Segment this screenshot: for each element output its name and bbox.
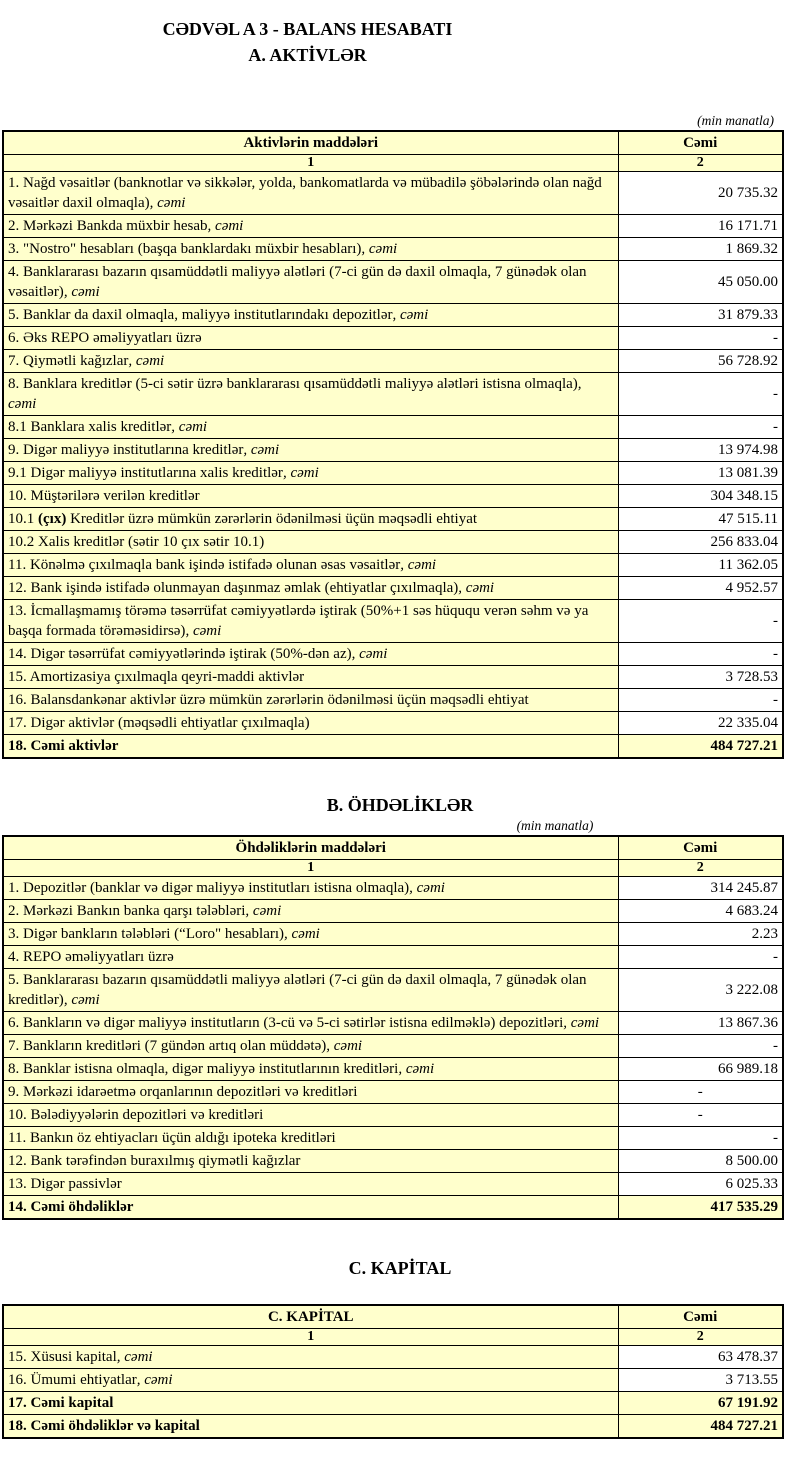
table-row bbox=[3, 172, 783, 215]
row-item-label bbox=[3, 1058, 618, 1081]
unit-note-assets: (min manatla) bbox=[697, 113, 774, 128]
row-label-suffix: , cəmi bbox=[392, 307, 429, 323]
row-label-text: 13. İcmallaşmamış törəmə təsərrüfat cəmiyyətlərdə iştirak (50%+1 səs hüququ verən səhm və ya başqa formada törəməsidirsə) bbox=[8, 603, 589, 639]
row-value: - bbox=[618, 689, 783, 712]
table-row bbox=[3, 735, 783, 759]
row-label-text: 17. Cəmi kapital bbox=[8, 1395, 114, 1411]
capital-table-header-row bbox=[3, 1305, 783, 1329]
row-item-label bbox=[3, 462, 618, 485]
row-value: - bbox=[618, 600, 783, 643]
assets-column-number-row bbox=[3, 155, 783, 172]
row-label-text: 17. Digər aktivlər (məqsədli ehtiyatlar çıxılmaqla) bbox=[8, 715, 310, 731]
column-number-2: 2 bbox=[618, 155, 783, 172]
row-label-suffix: , cəmi bbox=[245, 903, 282, 919]
row-item-label bbox=[3, 261, 618, 304]
row-value: 16 171.71 bbox=[618, 215, 783, 238]
liabilities-table-header-row bbox=[3, 836, 783, 860]
row-value: 4 683.24 bbox=[618, 900, 783, 923]
row-value: 45 050.00 bbox=[618, 261, 783, 304]
table-row bbox=[3, 923, 783, 946]
row-label-suffix: , cəmi bbox=[458, 580, 495, 596]
table-row bbox=[3, 1415, 783, 1439]
capital-total-column-header: Cəmi bbox=[618, 1305, 783, 1329]
row-value: 11 362.05 bbox=[618, 554, 783, 577]
table-row bbox=[3, 1150, 783, 1173]
table-row bbox=[3, 1392, 783, 1415]
row-item-label bbox=[3, 531, 618, 554]
row-item-label bbox=[3, 1012, 618, 1035]
assets-table-header-row bbox=[3, 131, 783, 155]
row-item-label bbox=[3, 1035, 618, 1058]
liabilities-table-body bbox=[3, 877, 783, 1220]
row-label-text: 16. Balansdankənar aktivlər üzrə mümkün zərərlərin ödənilməsi üçün məqsədli ehtiyat bbox=[8, 692, 529, 708]
liabilities-table bbox=[2, 835, 784, 1220]
row-value: 314 245.87 bbox=[618, 877, 783, 900]
table-row bbox=[3, 1346, 783, 1369]
row-item-label bbox=[3, 1415, 618, 1439]
table-row bbox=[3, 304, 783, 327]
row-item-label bbox=[3, 1104, 618, 1127]
table-row bbox=[3, 1369, 783, 1392]
row-value: 256 833.04 bbox=[618, 531, 783, 554]
column-number-1: 1 bbox=[3, 155, 618, 172]
assets-table bbox=[2, 130, 784, 759]
row-value: 13 867.36 bbox=[618, 1012, 783, 1035]
column-number-2: 2 bbox=[618, 1329, 783, 1346]
row-label-suffix: , cəmi bbox=[243, 442, 280, 458]
row-value: 6 025.33 bbox=[618, 1173, 783, 1196]
table-row bbox=[3, 1127, 783, 1150]
row-value: 13 081.39 bbox=[618, 462, 783, 485]
row-value: 484 727.21 bbox=[618, 735, 783, 759]
assets-items-column-header: Aktivlərin maddələri bbox=[3, 131, 618, 155]
row-label-suffix: , cəmi bbox=[409, 880, 445, 896]
row-label-text: 7. Bankların kreditləri (7 gündən artıq olan müddətə) bbox=[8, 1038, 327, 1054]
column-number-1: 1 bbox=[3, 1329, 618, 1346]
row-item-label bbox=[3, 172, 618, 215]
row-label-suffix: , cəmi bbox=[282, 465, 319, 481]
row-item-label bbox=[3, 439, 618, 462]
row-value: 56 728.92 bbox=[618, 350, 783, 373]
row-label-text: 9. Mərkəzi idarəetmə orqanlarının depozitləri və kreditləri bbox=[8, 1084, 358, 1100]
row-value: - bbox=[618, 373, 783, 416]
row-item-label bbox=[3, 969, 618, 1012]
document-title: CƏDVƏL A 3 - BALANS HESABATI bbox=[162, 19, 453, 39]
row-item-label bbox=[3, 485, 618, 508]
row-item-label bbox=[3, 1392, 618, 1415]
row-label-text: 4. Banklararası bazarın qısamüddətli maliyyə alətləri (7-ci gün də daxil olmaqla, 7 günədək olan vəsaitlər) bbox=[8, 264, 587, 300]
table-row bbox=[3, 416, 783, 439]
row-value: - bbox=[618, 1104, 783, 1127]
row-value: 66 989.18 bbox=[618, 1058, 783, 1081]
table-row bbox=[3, 1173, 783, 1196]
table-row bbox=[3, 1196, 783, 1220]
row-label-text: 9. Digər maliyyə institutlarına kreditlər bbox=[8, 442, 244, 458]
row-value: 3 713.55 bbox=[618, 1369, 783, 1392]
row-label-suffix: , cəmi bbox=[185, 623, 222, 639]
row-label-text: 7. Qiymətli kağızlar bbox=[8, 353, 129, 369]
row-label-suffix: , cəmi bbox=[400, 557, 437, 573]
row-label-suffix: , cəmi bbox=[171, 419, 208, 435]
table-row bbox=[3, 215, 783, 238]
row-label-text: 14. Cəmi öhdəliklər bbox=[8, 1199, 134, 1215]
row-item-label bbox=[3, 1127, 618, 1150]
row-value: 67 191.92 bbox=[618, 1392, 783, 1415]
row-item-label bbox=[3, 350, 618, 373]
row-label-text: 9.1 Digər maliyyə institutlarına xalis kreditlər bbox=[8, 465, 283, 481]
column-number-2: 2 bbox=[618, 860, 783, 877]
row-item-label bbox=[3, 877, 618, 900]
table-row bbox=[3, 439, 783, 462]
row-label-suffix: , cəmi bbox=[128, 353, 165, 369]
table-row bbox=[3, 350, 783, 373]
section-a-title: A. AKTİVLƏR bbox=[248, 45, 367, 65]
row-value: 304 348.15 bbox=[618, 485, 783, 508]
row-item-label bbox=[3, 1196, 618, 1220]
table-row bbox=[3, 327, 783, 350]
table-row bbox=[3, 462, 783, 485]
row-item-label bbox=[3, 554, 618, 577]
row-value: - bbox=[618, 327, 783, 350]
row-label-text: 18. Cəmi öhdəliklər və kapital bbox=[8, 1418, 200, 1434]
spacer bbox=[0, 68, 800, 112]
row-value: 8 500.00 bbox=[618, 1150, 783, 1173]
column-number-1: 1 bbox=[3, 860, 618, 877]
section-c-title: C. KAPİTAL bbox=[348, 1258, 452, 1278]
row-label-text: 6. Bankların və digər maliyyə institutların (3-cü və 5-ci sətirlər istisna edilməklə) depozitləri bbox=[8, 1015, 564, 1031]
row-item-label bbox=[3, 577, 618, 600]
row-item-label bbox=[3, 238, 618, 261]
row-label-suffix: , cəmi bbox=[136, 1372, 173, 1388]
liabilities-total-column-header: Cəmi bbox=[618, 836, 783, 860]
row-label-text: 8.1 Banklara xalis kreditlər bbox=[8, 419, 172, 435]
row-item-label bbox=[3, 1173, 618, 1196]
table-row bbox=[3, 373, 783, 416]
row-label-emphasis: (çıx) bbox=[38, 511, 67, 527]
table-row bbox=[3, 946, 783, 969]
row-value: - bbox=[618, 416, 783, 439]
table-row bbox=[3, 643, 783, 666]
row-value: 47 515.11 bbox=[618, 508, 783, 531]
liabilities-items-column-header: Öhdəliklərin maddələri bbox=[3, 836, 618, 860]
assets-table-body bbox=[3, 172, 783, 759]
row-label-text: 12. Bank tərəfindən buraxılmış qiymətli kağızlar bbox=[8, 1153, 301, 1169]
row-value: 1 869.32 bbox=[618, 238, 783, 261]
row-item-label bbox=[3, 643, 618, 666]
row-item-label bbox=[3, 1346, 618, 1369]
row-label-text: 14. Digər təsərrüfat cəmiyyətlərində iştirak (50%-dən az) bbox=[8, 646, 352, 662]
row-label-suffix: , cəmi bbox=[63, 992, 100, 1008]
row-value: 2.23 bbox=[618, 923, 783, 946]
row-item-label bbox=[3, 416, 618, 439]
row-item-label bbox=[3, 1150, 618, 1173]
row-item-label bbox=[3, 1369, 618, 1392]
row-label-text: 8. Banklara kreditlər (5-ci sətir üzrə banklararası qısamüddətli maliyyə alətləri istisna olmaqla) bbox=[8, 376, 578, 392]
table-row bbox=[3, 554, 783, 577]
row-value: - bbox=[618, 1127, 783, 1150]
row-value: 3 222.08 bbox=[618, 969, 783, 1012]
row-item-label bbox=[3, 946, 618, 969]
row-label-suffix: , cəmi bbox=[8, 376, 582, 412]
table-row bbox=[3, 969, 783, 1012]
row-item-label bbox=[3, 1081, 618, 1104]
row-label-suffix: , cəmi bbox=[63, 284, 100, 300]
row-item-label bbox=[3, 215, 618, 238]
capital-table bbox=[2, 1304, 784, 1439]
row-label-suffix: , cəmi bbox=[398, 1061, 435, 1077]
table-row bbox=[3, 1035, 783, 1058]
table-row bbox=[3, 712, 783, 735]
table-row bbox=[3, 577, 783, 600]
row-label-text: 18. Cəmi aktivlər bbox=[8, 738, 119, 754]
row-item-label bbox=[3, 304, 618, 327]
row-label-text: 2. Mərkəzi Bankda müxbir hesab bbox=[8, 218, 208, 234]
row-label-text: 3. Digər bankların tələbləri (“Loro" hesabları) bbox=[8, 926, 285, 942]
row-label-suffix: , cəmi bbox=[351, 646, 388, 662]
row-label-text: 15. Xüsusi kapital bbox=[8, 1349, 117, 1365]
section-b-title: B. ÖHDƏLİKLƏR bbox=[326, 795, 474, 815]
row-label-text: 10.2 Xalis kreditlər (sətir 10 çıx sətir 10.1) bbox=[8, 534, 265, 550]
table-row bbox=[3, 1081, 783, 1104]
row-label-text: 2. Mərkəzi Bankın banka qarşı tələbləri bbox=[8, 903, 246, 919]
row-label-text: 5. Banklar da daxil olmaqla, maliyyə institutlarındakı depozitlər bbox=[8, 307, 393, 323]
assets-total-column-header: Cəmi bbox=[618, 131, 783, 155]
row-value: 63 478.37 bbox=[618, 1346, 783, 1369]
table-row bbox=[3, 689, 783, 712]
row-label-text: 1. Depozitlər (banklar və digər maliyyə institutları istisna olmaqla) bbox=[8, 880, 410, 896]
row-label-text: 12. Bank işində istifadə olunmayan daşınmaz əmlak (ehtiyatlar çıxılmaqla) bbox=[8, 580, 459, 596]
table-row bbox=[3, 1012, 783, 1035]
row-label-suffix: , cəmi bbox=[284, 926, 320, 942]
row-item-label bbox=[3, 373, 618, 416]
row-label-text: 8. Banklar istisna olmaqla, digər maliyyə institutlarının kreditləri bbox=[8, 1061, 399, 1077]
row-item-label bbox=[3, 327, 618, 350]
row-label-suffix: , cəmi bbox=[563, 1015, 600, 1031]
table-row bbox=[3, 666, 783, 689]
row-label-text: 10. Müştərilərə verilən kreditlər bbox=[8, 488, 200, 504]
capital-items-column-header: C. KAPİTAL bbox=[3, 1305, 618, 1329]
row-item-label bbox=[3, 666, 618, 689]
row-value: - bbox=[618, 1081, 783, 1104]
row-label-suffix: , cəmi bbox=[326, 1038, 363, 1054]
row-label-suffix: , cəmi bbox=[207, 218, 244, 234]
row-label-text: 5. Banklararası bazarın qısamüddətli maliyyə alətləri (7-ci gün də daxil olmaqla, 7 günədək olan kreditlər) bbox=[8, 972, 587, 1008]
row-item-label bbox=[3, 900, 618, 923]
row-label-text: 1. Nağd vəsaitlər (banknotlar və sikkələr, yolda, bankomatlarda və mübadilə şöbələrində olan nağd vəsaitlər daxil olmaqla) bbox=[8, 175, 602, 211]
table-row bbox=[3, 877, 783, 900]
row-value: - bbox=[618, 946, 783, 969]
row-label-text: 6. Əks REPO əməliyyatları üzrə bbox=[8, 330, 202, 346]
unit-note-liabilities: (min manatla) bbox=[516, 818, 594, 833]
row-label-text: 16. Ümumi ehtiyatlar bbox=[8, 1372, 137, 1388]
table-row bbox=[3, 1104, 783, 1127]
row-value: - bbox=[618, 1035, 783, 1058]
table-row bbox=[3, 1058, 783, 1081]
row-label-suffix: , cəmi bbox=[116, 1349, 153, 1365]
row-label-text: 11. Bankın öz ehtiyacları üçün aldığı ipoteka kreditləri bbox=[8, 1130, 336, 1146]
row-value: 20 735.32 bbox=[618, 172, 783, 215]
row-item-label bbox=[3, 600, 618, 643]
row-value: 22 335.04 bbox=[618, 712, 783, 735]
row-label-text: 10. Bələdiyyələrin depozitləri və kreditləri bbox=[8, 1107, 264, 1123]
liabilities-column-number-row bbox=[3, 860, 783, 877]
capital-column-number-row bbox=[3, 1329, 783, 1346]
row-value: 13 974.98 bbox=[618, 439, 783, 462]
row-label-text: 13. Digər passivlər bbox=[8, 1176, 122, 1192]
row-item-label bbox=[3, 923, 618, 946]
document-title-block bbox=[0, 16, 615, 68]
row-label-text: 15. Amortizasiya çıxılmaqla qeyri-maddi aktivlər bbox=[8, 669, 305, 685]
row-value: 417 535.29 bbox=[618, 1196, 783, 1220]
capital-table-body bbox=[3, 1346, 783, 1439]
row-item-label bbox=[3, 712, 618, 735]
table-row bbox=[3, 600, 783, 643]
row-item-label bbox=[3, 735, 618, 759]
table-row bbox=[3, 531, 783, 554]
row-value: 3 728.53 bbox=[618, 666, 783, 689]
row-label-text: 10.1 bbox=[8, 511, 38, 527]
row-value: 31 879.33 bbox=[618, 304, 783, 327]
row-label-suffix: , cəmi bbox=[149, 195, 186, 211]
row-label-text: 11. Könəlmə çıxılmaqla bank işində istifadə olunan əsas vəsaitlər bbox=[8, 557, 401, 573]
row-value: - bbox=[618, 643, 783, 666]
row-item-label bbox=[3, 508, 618, 531]
row-value: 4 952.57 bbox=[618, 577, 783, 600]
table-row bbox=[3, 261, 783, 304]
row-label-text: 3. "Nostro" hesabları (başqa banklardakı müxbir hesabları) bbox=[8, 241, 362, 257]
row-label-text: 4. REPO əməliyyatları üzrə bbox=[8, 949, 174, 965]
row-label-text: Kreditlər üzrə mümkün zərərlərin ödənilməsi üçün məqsədli ehtiyat bbox=[66, 511, 478, 527]
table-row bbox=[3, 508, 783, 531]
table-row bbox=[3, 900, 783, 923]
table-row bbox=[3, 238, 783, 261]
row-item-label bbox=[3, 689, 618, 712]
row-value: 484 727.21 bbox=[618, 1415, 783, 1439]
row-label-suffix: , cəmi bbox=[361, 241, 398, 257]
table-row bbox=[3, 485, 783, 508]
